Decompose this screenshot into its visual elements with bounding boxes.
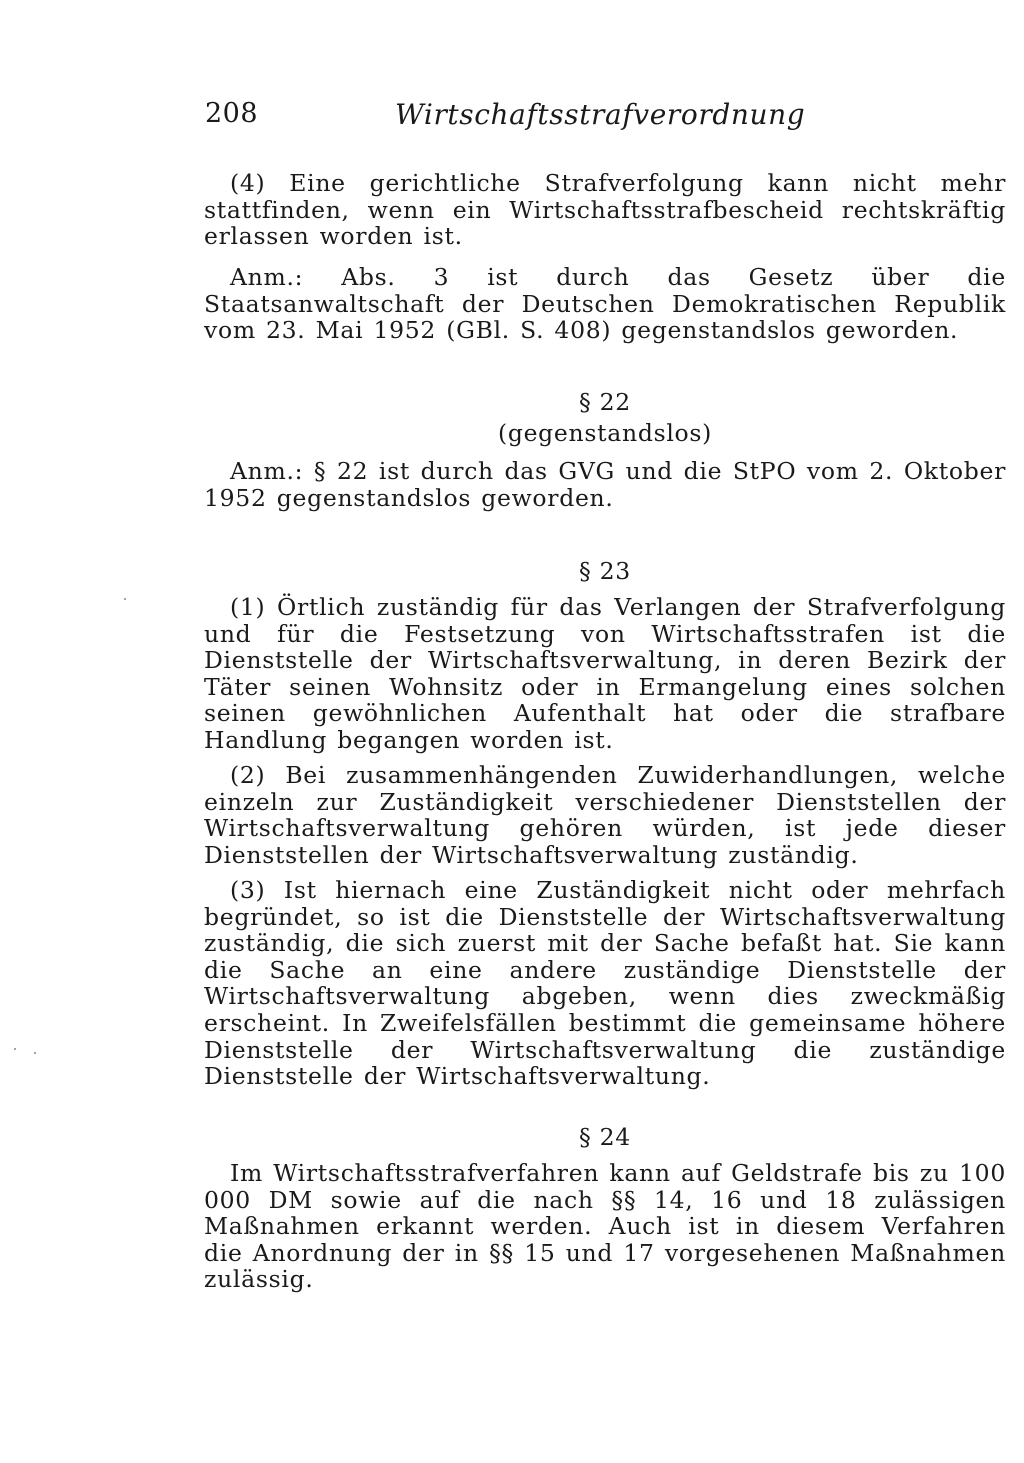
running-title: Wirtschaftsstrafverordnung — [395, 98, 806, 131]
section-22-heading: § 22 — [579, 388, 631, 416]
margin-speck — [14, 1048, 16, 1050]
section-24-heading: § 24 — [579, 1123, 631, 1151]
page-header — [205, 98, 1010, 138]
annotation-abs3: Anm.: Abs. 3 ist durch das Gesetz über die Staatsanwaltschaft der Deutschen Demokratischen Republik vom 23. Mai 1952 (GBl. S. 408) gegenstandslos geworden. — [204, 263, 1006, 345]
page-number: 208 — [205, 98, 259, 129]
section-23-paragraph-2: (2) Bei zusammenhängenden Zuwiderhandlungen, welche einzeln zur Zuständigkeit verschiedener Dienststellen der Wirtschaftsverwaltung gehören würden, ist jede dieser Dienststellen der Wirtschaftsverwaltung zuständig. — [204, 761, 1006, 869]
paragraph-abs4: (4) Eine gerichtliche Strafverfolgung kann nicht mehr stattfinden, wenn ein Wirtschaftsstrafbescheid rechtskräftig erlassen worden ist. — [204, 169, 1006, 251]
annotation-section-22: Anm.: § 22 ist durch das GVG und die StPO vom 2. Oktober 1952 gegenstandslos geworden. — [204, 457, 1006, 512]
margin-speck — [124, 598, 126, 600]
section-23-paragraph-1: (1) Örtlich zuständig für das Verlangen der Strafverfolgung und für die Festsetzung von Wirtschaftsstrafen ist die Dienststelle der Wirtschaftsverwaltung, in deren Bezirk der Täter seinen Wohnsitz oder in Ermangelung eines solchen seinen gewöhnlichen Aufenthalt hat oder die strafbare Handlung begangen worden ist. — [204, 593, 1006, 754]
section-22-subtitle: (gegenstandslos) — [497, 419, 713, 447]
section-23-paragraph-3: (3) Ist hiernach eine Zuständigkeit nicht oder mehrfach begründet, so ist die Dienststelle der Wirtschaftsverwaltung zuständig, die sich zuerst mit der Sache befaßt hat. Sie kann die Sache an eine andere zuständige Dienststelle der Wirtschaftsverwaltung abgeben, wenn dies zweckmäßig erscheint. In Zweifelsfällen bestimmt die gemeinsame höhere Dienststelle der Wirtschaftsverwaltung die zuständige Dienststelle der Wirtschaftsverwaltung. — [204, 876, 1006, 1091]
section-23-heading: § 23 — [579, 557, 631, 585]
section-24-paragraph: Im Wirtschaftsstrafverfahren kann auf Geldstrafe bis zu 100 000 DM sowie auf die nach §§ 14, 16 und 18 zulässigen Maßnahmen erkannt werden. Auch ist in diesem Verfahren die Anordnung der in §§ 15 und 17 vorgesehenen Maßnahmen zulässig. — [204, 1159, 1006, 1294]
margin-speck — [34, 1052, 36, 1054]
